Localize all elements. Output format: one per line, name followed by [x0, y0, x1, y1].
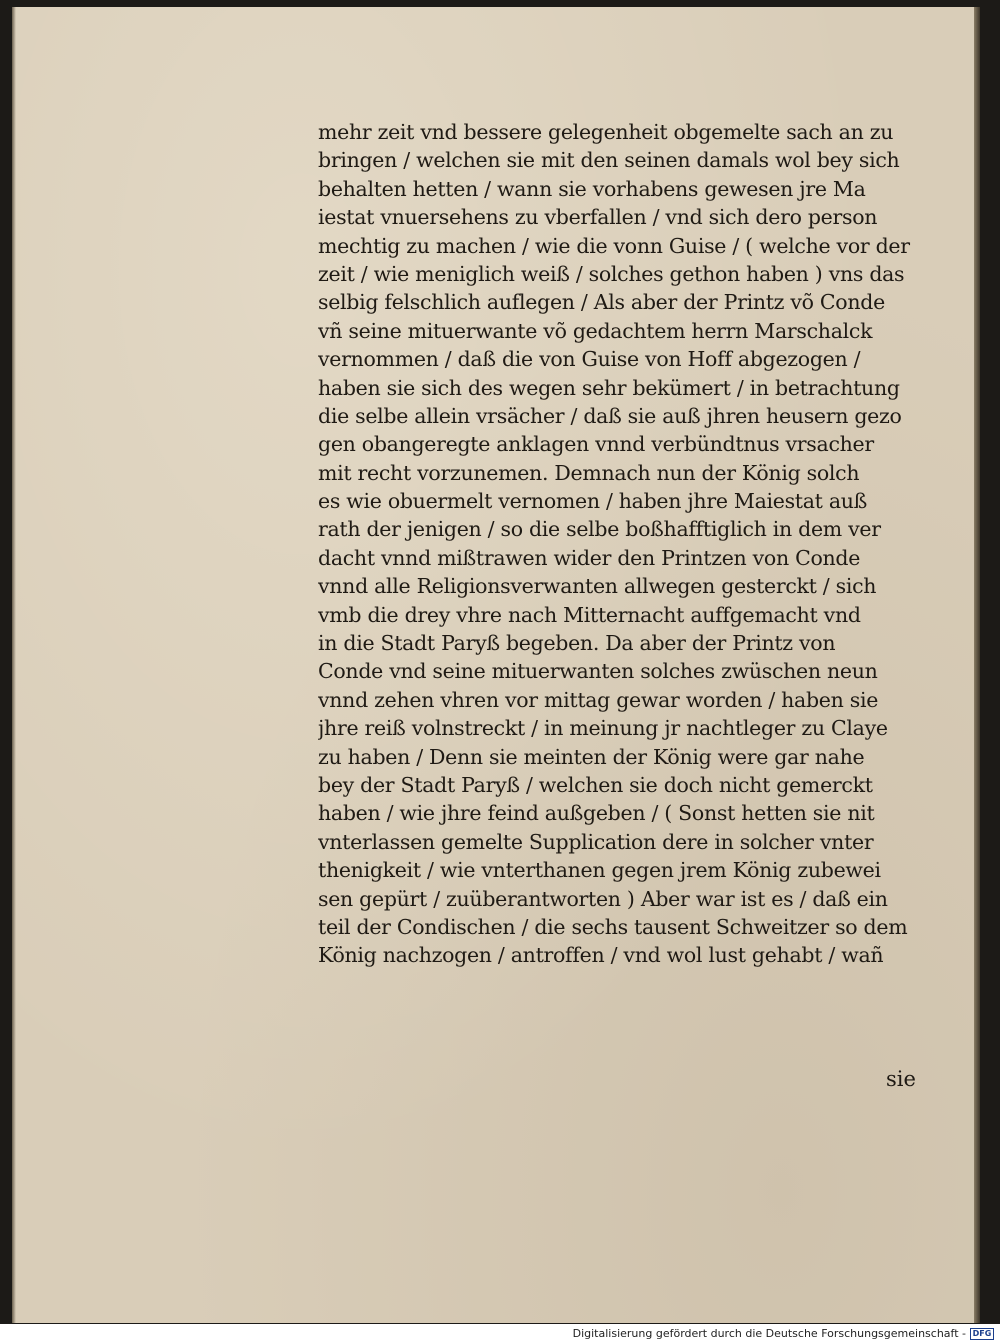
text-line: dacht vnnd mißtrawen wider den Printzen von Conde	[318, 545, 861, 570]
page-left-edge	[12, 7, 16, 1323]
text-line: die selbe allein vrsächer / daß sie auß jhren heusern gezo	[318, 403, 902, 428]
text-line: zeit / wie meniglich weiß / solches gethon haben ) vns das	[318, 261, 905, 286]
text-line: vnnd alle Religionsverwanten allwegen gesterckt / sich	[318, 574, 877, 599]
text-line: rath der jenigen / so die selbe boßhafftiglich in dem ver	[318, 517, 881, 542]
text-line: vernommen / daß die von Guise von Hoff abgezogen /	[318, 347, 861, 372]
footer-credit: Digitalisierung gefördert durch die Deutsche Forschungsgemeinschaft -	[572, 1327, 966, 1340]
text-line: in die Stadt Paryß begeben. Da aber der Printz von	[318, 631, 836, 656]
text-line: bey der Stadt Paryß / welchen sie doch nicht gemerckt	[318, 772, 873, 797]
dfg-logo: DFG	[970, 1328, 994, 1340]
text-line: mehr zeit vnd bessere gelegenheit obgemelte sach an zu	[318, 120, 894, 144]
text-line: vnterlassen gemelte Supplication dere in solcher vnter	[318, 829, 874, 854]
catchword: sie	[886, 1067, 916, 1091]
text-line: iestat vnuersehens zu vberfallen / vnd sich dero person	[318, 205, 878, 230]
text-line: vñ seine mituerwante võ gedachtem herrn Marschalck	[318, 318, 873, 343]
text-line: haben sie sich des wegen sehr bekümert / in betrachtung	[318, 375, 900, 400]
text-line: haben / wie jhre feind außgeben / ( Sonst hetten sie nit	[318, 801, 875, 826]
text-line: vnnd zehen vhren vor mittag gewar worden / haben sie	[318, 687, 879, 712]
text-line: bringen / welchen sie mit den seinen damals wol bey sich	[318, 148, 900, 173]
text-line: mechtig zu machen / wie die vonn Guise / ( welche vor der	[318, 233, 910, 258]
text-line: thenigkeit / wie vnterthanen gegen jrem König zubewei	[318, 858, 881, 883]
page-right-edge	[974, 7, 980, 1323]
text-line: mit recht vorzunemen. Demnach nun der König solch	[318, 460, 860, 485]
text-line: vmb die drey vhre nach Mitternacht auffgemacht vnd	[318, 602, 861, 627]
body-text	[318, 118, 924, 970]
text-line: zu haben / Denn sie meinten der König were gar nahe	[318, 744, 865, 769]
text-line: selbig felschlich auflegen / Als aber der Printz võ Conde	[318, 290, 885, 315]
text-line: jhre reiß volnstreckt / in meinung jr nachtleger zu Claye	[318, 716, 888, 741]
text-line: König nachzogen / antroffen / vnd wol lust gehabt / wañ	[318, 943, 884, 968]
text-line: teil der Condischen / die sechs tausent Schweitzer so dem	[318, 914, 908, 939]
text-line: Conde vnd seine mituerwanten solches zwüschen neun	[318, 659, 878, 684]
footer-bar	[0, 1324, 1000, 1344]
text-line: gen obangeregte anklagen vnnd verbündtnus vrsacher	[318, 432, 874, 457]
text-line: behalten hetten / wann sie vorhabens gewesen jre Ma	[318, 176, 866, 201]
text-line: es wie obuermelt vernomen / haben jhre Maiestat auß	[318, 489, 868, 514]
text-line: sen gepürt / zuüberantworten ) Aber war ist es / daß ein	[318, 886, 888, 911]
